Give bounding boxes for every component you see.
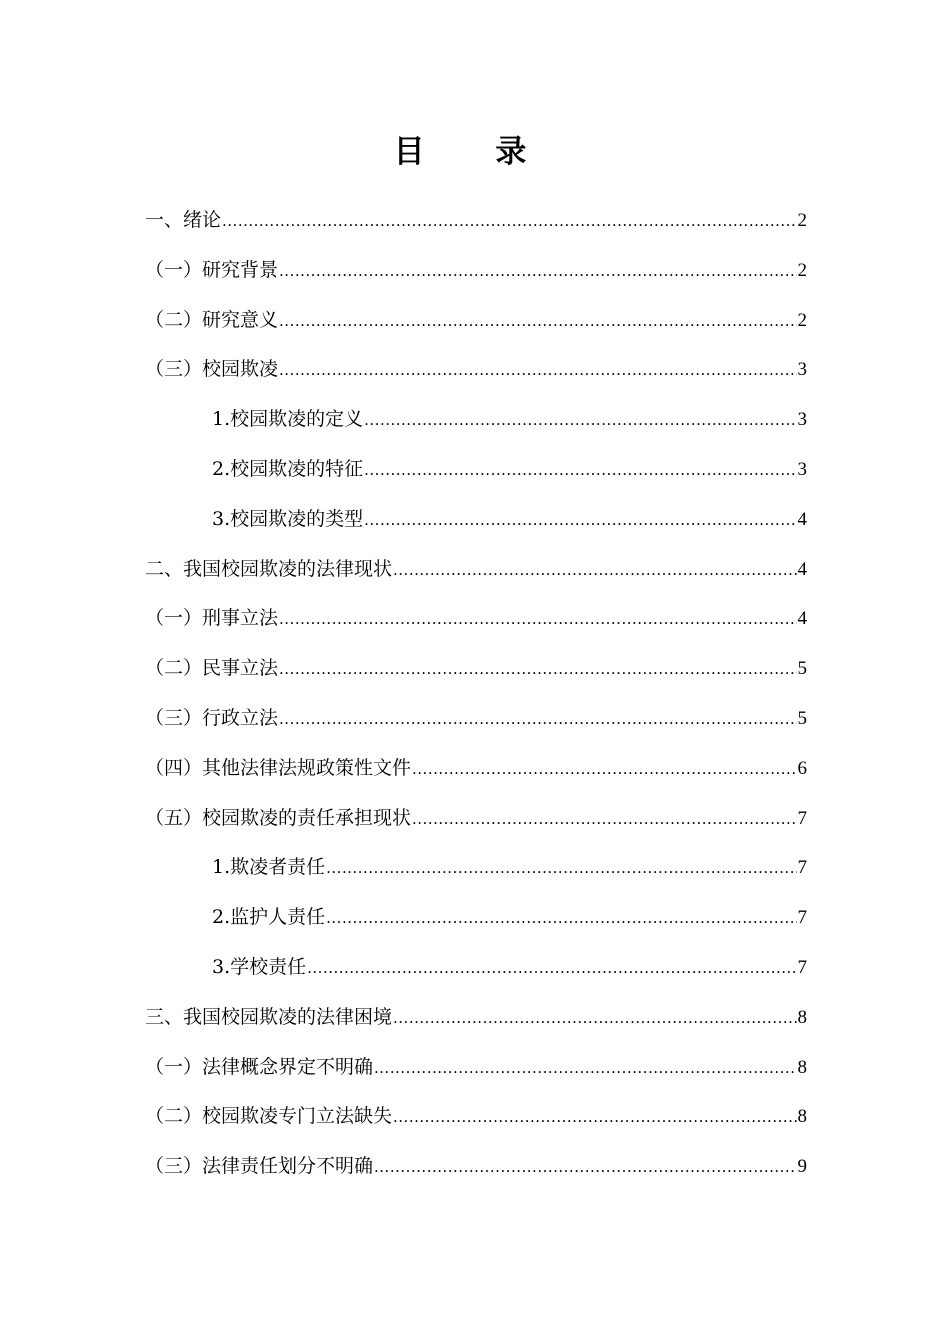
toc-entry-page-number: 2 (797, 259, 807, 281)
toc-entry[interactable] (145, 445, 807, 495)
toc-entry-label: （一）研究背景 (145, 258, 279, 281)
toc-dot-leader (412, 795, 796, 845)
toc-entry-label: （一）刑事立法 (145, 607, 279, 630)
toc-entry[interactable] (145, 495, 807, 545)
toc-entry-page-number: 8 (797, 1056, 807, 1078)
toc-entry-label: 3.学校责任 (212, 955, 307, 978)
toc-entry-page-number: 7 (797, 907, 807, 929)
toc-entry-label: 3.校园欺凌的类型 (212, 507, 364, 530)
toc-entry-label: （三）法律责任划分不明确 (145, 1155, 374, 1178)
toc-entry-page-number: 3 (797, 359, 807, 381)
toc-entry[interactable] (145, 545, 807, 595)
toc-dot-leader (374, 1143, 796, 1193)
toc-entry[interactable] (145, 893, 807, 943)
toc-entry-label: 二、我国校园欺凌的法律现状 (145, 557, 393, 580)
toc-entry[interactable] (145, 644, 807, 694)
toc-dot-leader (364, 496, 796, 546)
toc-dot-leader (364, 446, 796, 496)
toc-entry-page-number: 3 (797, 409, 807, 431)
toc-entry-page-number: 5 (797, 707, 807, 729)
toc-dot-leader (279, 346, 796, 396)
toc-entry[interactable] (145, 993, 807, 1043)
toc-entry[interactable] (145, 1043, 807, 1093)
toc-entry[interactable] (145, 246, 807, 296)
toc-entry-label: （四）其他法律法规政策性文件 (145, 756, 412, 779)
toc-entry-page-number: 9 (797, 1156, 807, 1178)
toc-entry-page-number: 4 (797, 608, 807, 630)
toc-dot-leader (374, 1044, 796, 1094)
toc-entry[interactable] (145, 744, 807, 794)
toc-entry-page-number: 2 (797, 309, 807, 331)
toc-dot-leader (222, 197, 796, 247)
toc-entry-label: （五）校园欺凌的责任承担现状 (145, 806, 412, 829)
toc-dot-leader (364, 396, 796, 446)
toc-entry-page-number: 7 (797, 857, 807, 879)
toc-entry-page-number: 7 (797, 956, 807, 978)
toc-entry-label: （三）校园欺凌 (145, 358, 279, 381)
toc-entry-label: 1.欺凌者责任 (212, 856, 326, 879)
toc-entry[interactable] (145, 296, 807, 346)
toc-entry[interactable] (145, 1092, 807, 1142)
toc-entry-page-number: 4 (797, 558, 807, 580)
toc-entry-label: （二）民事立法 (145, 657, 279, 680)
toc-dot-leader (279, 297, 796, 347)
toc-entry-label: （二）校园欺凌专门立法缺失 (145, 1105, 393, 1128)
toc-entry[interactable] (145, 395, 807, 445)
toc-dot-leader (326, 844, 796, 894)
toc-entry-page-number: 6 (797, 757, 807, 779)
toc-dot-leader (393, 546, 796, 596)
toc-entry[interactable] (145, 345, 807, 395)
toc-entry-page-number: 3 (797, 458, 807, 480)
toc-entry[interactable] (145, 196, 807, 246)
toc-entry-label: 一、绪论 (145, 209, 222, 231)
toc-entry[interactable] (145, 943, 807, 993)
toc-dot-leader (279, 645, 796, 695)
toc-entry-label: （二）研究意义 (145, 308, 279, 331)
toc-entry-page-number: 8 (797, 1106, 807, 1128)
toc-entry-label: （一）法律概念界定不明确 (145, 1055, 374, 1078)
toc-entry-label: 2.监护人责任 (212, 906, 326, 929)
toc-entry[interactable] (145, 1142, 807, 1192)
toc-title: 目 录 (393, 134, 557, 170)
toc-entry[interactable] (145, 794, 807, 844)
toc-dot-leader (393, 1093, 796, 1143)
toc-dot-leader (326, 894, 796, 944)
toc-entry[interactable] (145, 694, 807, 744)
toc-entry-label: 三、我国校园欺凌的法律困境 (145, 1005, 393, 1028)
toc-entry-page-number: 2 (797, 210, 807, 231)
toc-entry-label: 1.校园欺凌的定义 (212, 408, 364, 431)
toc-entry-page-number: 5 (797, 658, 807, 680)
toc-entry-page-number: 8 (797, 1006, 807, 1028)
toc-dot-leader (279, 695, 796, 745)
toc-entry-label: 2.校园欺凌的特征 (212, 457, 364, 480)
toc-dot-leader (279, 247, 796, 297)
toc-dot-leader (279, 595, 796, 645)
toc-dot-leader (393, 994, 796, 1044)
toc-entry[interactable] (145, 594, 807, 644)
toc-entry-page-number: 7 (797, 807, 807, 829)
toc-dot-leader (412, 745, 796, 795)
toc-entry[interactable] (145, 843, 807, 893)
toc-list (145, 196, 807, 1192)
toc-dot-leader (307, 944, 796, 994)
toc-entry-label: （三）行政立法 (145, 706, 279, 729)
toc-entry-page-number: 4 (797, 508, 807, 530)
